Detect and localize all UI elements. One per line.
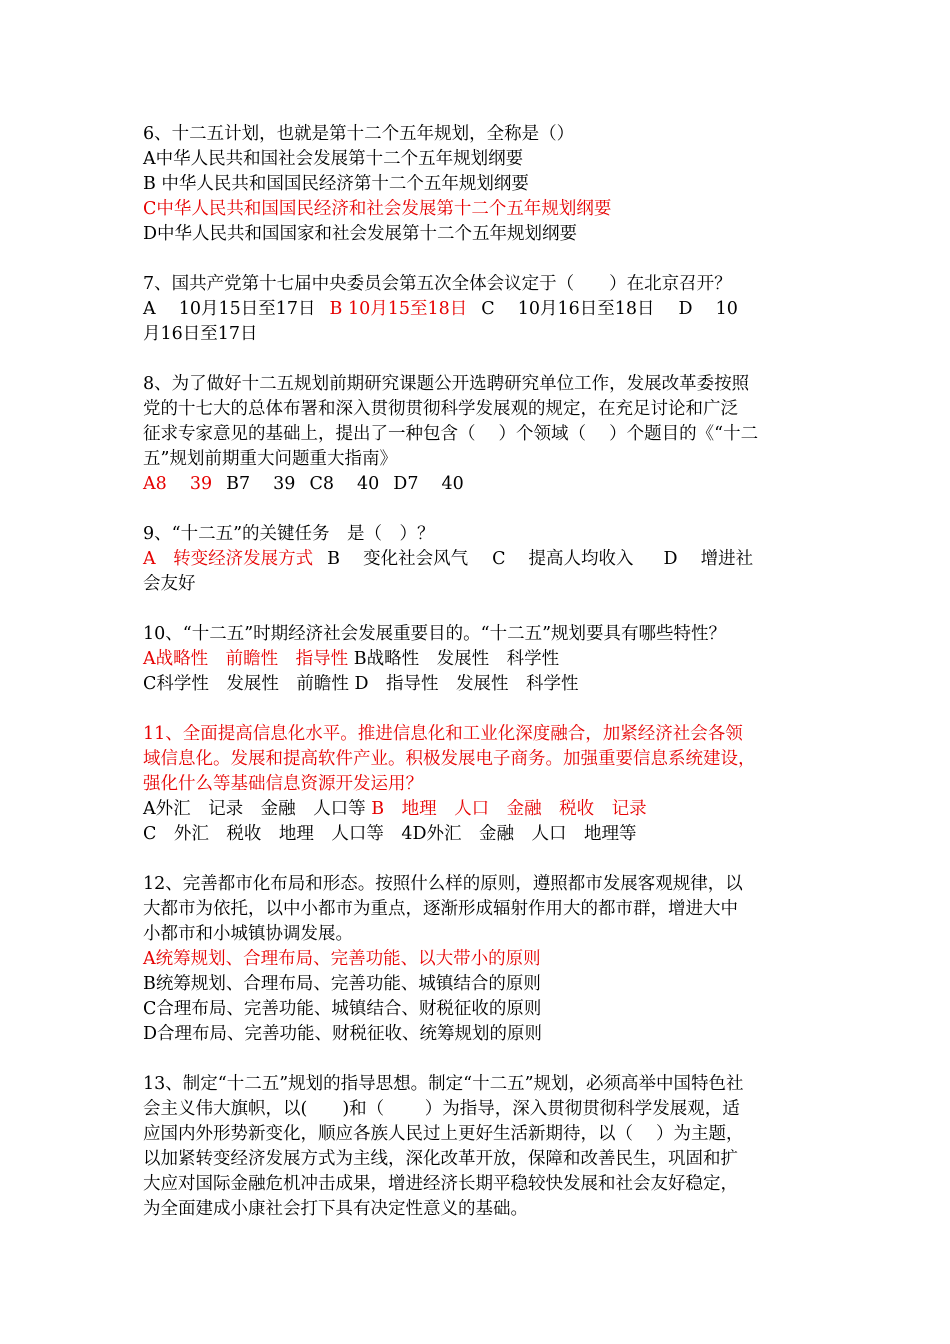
option-a-answer: A8 39 [143,474,213,494]
option-c: C科学性 发展性 前瞻性 [143,674,349,694]
option-b: B7 39 [226,474,296,494]
question-stem-line-3: 征求专家意见的基础上，提出了一种包含（ ）个领域（ ）个题目的《“十二 [143,424,759,444]
option-a: A外汇 记录 金融 人口等 [143,799,366,819]
option-b: B战略性 发展性 科学性 [353,649,560,669]
option-a-answer: A战略性 前瞻性 指导性 [143,649,349,669]
options-line [143,647,813,672]
options-line [143,297,813,322]
options-line [143,472,813,497]
option-b: B 变化社会风气 [327,549,469,569]
question-stem-line-2: 会主义伟大旗帜，以( )和（ ）为指导，深入贯彻贯彻科学发展观，适 [143,1099,740,1119]
question-stem-line-4: 以加紧转变经济发展方式为主线，深化改革开放，保障和改善民生，巩固和扩 [143,1149,738,1169]
option-c: C 提高人均收入 [492,549,634,569]
question-stem-line-2: 大都市为依托，以中小都市为重点，逐渐形成辐射作用大的都市群，增进大中 [143,899,738,919]
question-stem-line-2: 党的十七大的总体布署和深入贯彻贯彻科学发展观的规定，在充足讨论和广泛 [143,399,738,419]
option-a-answer: A 转变经济发展方式 [143,549,314,569]
option-d: D 10 [678,299,738,319]
question-stem-line-1: 12、完善都市化布局和形态。按照什么样的原则，遵照都市发展客观规律，以 [143,874,743,894]
question-9 [143,522,813,597]
question-stem: 10、“十二五”时期经济社会发展重要目的。“十二五”规划要具有哪些特性？ [143,624,727,644]
option-c: C8 40 [309,474,380,494]
option-d: D 指导性 发展性 科学性 [354,674,579,694]
options-line [143,672,813,697]
options-line [143,547,813,572]
option-a-answer: A统筹规划、合理布局、完善功能、以大带小的原则 [143,949,541,969]
question-stem-line-6: 为全面建成小康社会打下具有决定性意义的基础。 [143,1199,528,1219]
option-d: D 增进社 [663,549,754,569]
question-6 [143,122,813,247]
question-stem-line-4: 五”规划前期重大问题重大指南》 [143,449,397,469]
question-stem-line-1: 8、为了做好十二五规划前期研究课题公开选聘研究单位工作，发展改革委按照 [143,374,750,394]
option-b: B 中华人民共和国国民经济第十二个五年规划纲要 [143,174,529,194]
question-10 [143,622,813,697]
question-8 [143,372,813,497]
option-d-continued: 会友好 [143,574,196,594]
options-line [143,797,813,822]
question-stem: 7、国共产党第十七届中央委员会第五次全体会议定于（ ）在北京召开？ [143,274,732,294]
question-stem: 9、“十二五”的关键任务 是（ ）？ [143,524,435,544]
question-stem-line-2: 域信息化。发展和提高软件产业。积极发展电子商务。加强重要信息系统建设， [143,749,756,769]
question-stem-line-1: 13、制定“十二五”规划的指导思想。制定“十二五”规划，必须高举中国特色社 [143,1074,744,1094]
option-d-continued: 月16日至17日 [143,324,258,344]
option-c: C 10月16日至18日 [481,299,655,319]
question-stem: 6、十二五计划，也就是第十二个五年规划，全称是（） [143,124,575,144]
question-stem-line-3: 强化什么等基础信息资源开发运用？ [143,774,423,794]
option-d: D合理布局、完善功能、财税征收、统筹规划的原则 [143,1024,543,1044]
option-b-answer: B 10月15至18日 [329,299,468,319]
option-c: C合理布局、完善功能、城镇结合、财税征收的原则 [143,999,542,1019]
question-7 [143,272,813,347]
option-d: D7 40 [393,474,464,494]
question-12 [143,872,813,1047]
question-stem-line-3: 小都市和小城镇协调发展。 [143,924,353,944]
question-stem-line-5: 大应对国际金融危机冲击成果，增进经济长期平稳较快发展和社会友好稳定， [143,1174,738,1194]
option-b-answer: B 地理 人口 金融 税收 记录 [371,799,647,819]
option-a: A 10月15日至17日 [143,299,316,319]
option-b: B统筹规划、合理布局、完善功能、城镇结合的原则 [143,974,541,994]
question-11 [143,722,813,847]
option-d: D中华人民共和国国家和社会发展第十二个五年规划纲要 [143,224,578,244]
option-c-d: C 外汇 税收 地理 人口等 4D外汇 金融 人口 地理等 [143,824,637,844]
question-13 [143,1072,813,1222]
document-page [143,122,813,1247]
option-c-answer: C中华人民共和国国民经济和社会发展第十二个五年规划纲要 [143,199,612,219]
question-stem-line-3: 应国内外形势新变化，顺应各族人民过上更好生活新期待，以（ ）为主题， [143,1124,744,1144]
option-a: A中华人民共和国社会发展第十二个五年规划纲要 [143,149,524,169]
question-stem-line-1: 11、全面提高信息化水平。推进信息化和工业化深度融合，加紧经济社会各领 [143,724,743,744]
